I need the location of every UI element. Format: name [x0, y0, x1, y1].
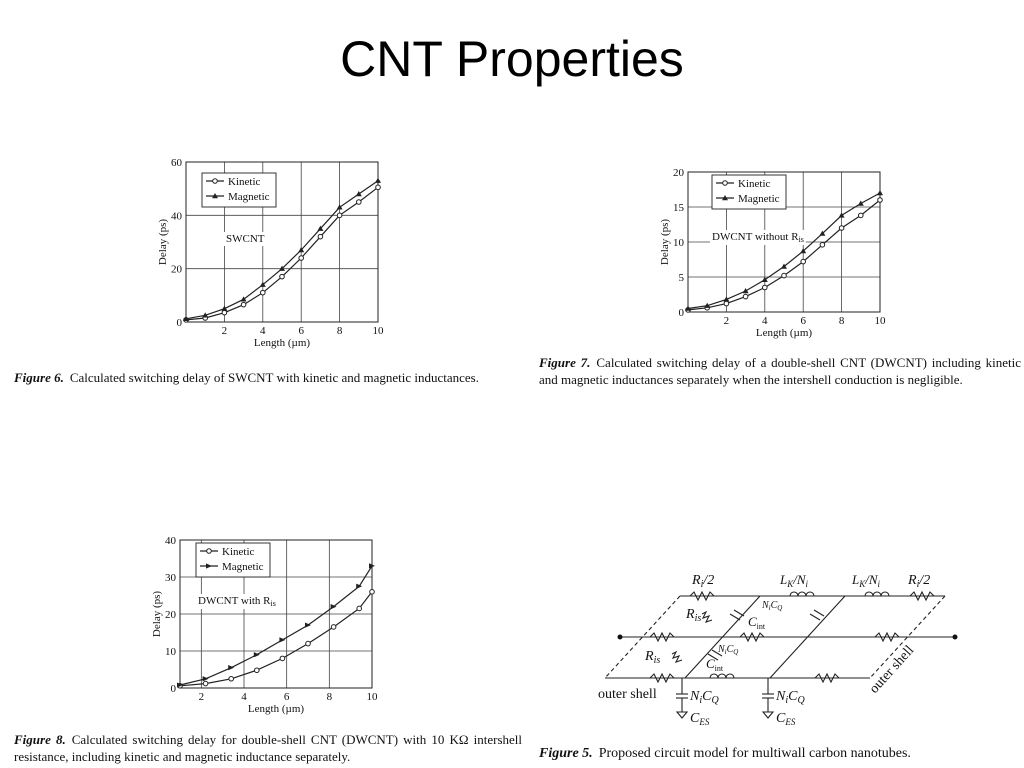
y-tick-label: 0	[170, 683, 176, 695]
capacitor-cq-plate-2	[814, 610, 824, 616]
figure-8-caption-text: Calculated switching delay for double-shell CNT (DWCNT) with 10 KΩ intershell resistance, including kinetic and magnetic inductance separately.	[14, 732, 523, 764]
capacitor-cint-plate-2	[734, 610, 744, 616]
data-point-kinetic	[261, 290, 266, 295]
data-point-kinetic	[724, 301, 729, 306]
figure-7-svg	[660, 160, 900, 346]
y-axis-label: Delay (ps)	[659, 218, 671, 266]
chart-annotation: DWCNT with Ris	[198, 595, 276, 608]
data-point-kinetic	[357, 200, 362, 205]
figure-8-caption	[14, 731, 522, 765]
x-tick-label: 4	[260, 325, 266, 337]
slide-title: CNT Properties	[340, 31, 684, 87]
data-point-kinetic	[255, 668, 260, 673]
data-point-kinetic	[241, 302, 246, 307]
data-point-kinetic	[229, 676, 234, 681]
legend-marker	[213, 179, 218, 184]
data-point-magnetic	[858, 201, 864, 206]
figure-5-caption-label: Figure 5.	[539, 746, 593, 761]
data-point-magnetic	[762, 277, 768, 282]
x-tick-label: 2	[221, 325, 228, 337]
figure-8-svg	[150, 530, 390, 720]
chart-annotation: DWCNT without Ris	[712, 231, 804, 244]
label-ri-half-right: $R_i/2$	[908, 573, 931, 590]
chart-legend	[196, 543, 270, 577]
figure-6-svg	[148, 152, 388, 358]
data-point-magnetic	[877, 190, 883, 195]
figure-7-caption-label: Figure 7.	[539, 355, 591, 370]
data-point-kinetic	[337, 213, 342, 218]
y-axis-label: Delay (ps)	[151, 590, 163, 638]
label-lk-left: $L_K/N_i$	[780, 572, 809, 589]
x-tick-label: 6	[298, 325, 304, 337]
data-point-kinetic	[222, 310, 227, 315]
label-ces-1: $C_{ES}$	[690, 711, 710, 727]
figure-7-chart	[660, 160, 900, 346]
inductor-lk-1	[790, 592, 814, 596]
data-point-magnetic	[228, 665, 234, 670]
figure-7-caption-text: Calculated switching delay of a double-shell CNT (DWCNT) including kinetic and magnetic inductances separately when the intershell conduction is negligible.	[539, 355, 1022, 387]
data-point-kinetic	[280, 274, 285, 279]
x-axis-label: Length (µm)	[755, 327, 813, 339]
figure-6-chart	[148, 152, 388, 358]
label-ri-half-left: $R_i/2$	[692, 573, 715, 590]
y-tick-label: 40	[165, 535, 176, 547]
data-point-kinetic	[820, 243, 825, 248]
data-point-magnetic	[839, 212, 845, 217]
y-tick-label: 0	[176, 317, 182, 329]
legend-label-magnetic: Magnetic	[222, 561, 264, 573]
label-outer-shell-left: outer shell	[598, 687, 657, 702]
y-tick-label: 20	[673, 167, 684, 179]
chart-annotation: SWCNT	[226, 233, 265, 245]
label-outer-shell-right: outer shell	[866, 643, 918, 697]
label-lk-right: $L_K/N_i$	[852, 572, 881, 589]
inductor-bottom	[710, 674, 734, 678]
data-point-magnetic	[337, 204, 343, 209]
label-ces-2: $C_{ES}$	[776, 711, 796, 727]
y-tick-label: 0	[678, 307, 684, 319]
circuit-diagram-svg	[590, 566, 970, 736]
legend-label-magnetic: Magnetic	[738, 193, 780, 205]
x-tick-label: 10	[874, 315, 886, 327]
resistor-ris-2	[672, 652, 682, 662]
y-tick-label: 10	[165, 646, 176, 658]
label-ris-upper: $R_{is}$	[686, 607, 702, 624]
x-tick-label: 2	[723, 315, 730, 327]
legend-label-kinetic: Kinetic	[222, 546, 255, 558]
chart-legend	[202, 173, 276, 207]
data-point-kinetic	[839, 226, 844, 231]
data-point-magnetic	[203, 676, 209, 681]
figure-7-caption	[539, 354, 1021, 388]
data-point-kinetic	[376, 185, 381, 190]
data-point-kinetic	[299, 256, 304, 261]
x-tick-label: 2	[198, 691, 205, 703]
data-point-kinetic	[878, 198, 883, 203]
x-tick-label: 6	[283, 691, 290, 703]
data-point-magnetic	[375, 178, 381, 183]
y-tick-label: 20	[165, 609, 176, 621]
y-tick-label: 20	[171, 263, 182, 276]
y-tick-label: 15	[673, 202, 684, 214]
data-point-magnetic	[356, 191, 362, 196]
legend-marker	[723, 181, 728, 186]
series-line-magnetic	[688, 193, 880, 309]
data-point-kinetic	[801, 259, 806, 264]
capacitor-cint-plate-1	[730, 614, 740, 620]
x-tick-label: 8	[838, 315, 845, 327]
data-point-kinetic	[280, 656, 285, 661]
ground-symbol-1	[677, 712, 687, 718]
data-point-kinetic	[782, 273, 787, 278]
data-point-magnetic	[356, 584, 362, 589]
label-ncq-upper: $N_iC_Q$	[762, 600, 783, 612]
label-cint-lower: $C_{int}$	[706, 656, 724, 673]
resistor-ris-1	[702, 612, 712, 622]
label-ncq-ground-2: $N_iC_Q$	[776, 689, 805, 706]
figure-5-caption-text: Proposed circuit model for multiwall carbon nanotubes.	[598, 746, 911, 761]
y-tick-label: 10	[673, 237, 684, 249]
fig7-plot	[659, 167, 886, 339]
x-tick-label: 8	[326, 691, 333, 703]
y-tick-label: 40	[171, 210, 182, 223]
data-point-kinetic	[306, 641, 311, 646]
x-tick-label: 8	[336, 325, 343, 337]
legend-marker	[207, 549, 212, 554]
data-point-kinetic	[357, 606, 362, 611]
x-tick-label: 10	[366, 691, 378, 703]
capacitor-cq-plate-1	[810, 614, 820, 620]
y-tick-label: 5	[678, 272, 684, 284]
figure-5-circuit	[590, 566, 970, 736]
figure-6-caption-text: Calculated switching delay of SWCNT with kinetic and magnetic inductances.	[69, 370, 479, 385]
terminal-left	[618, 635, 623, 640]
x-tick-label: 10	[372, 325, 384, 337]
figure-6-caption-label: Figure 6.	[14, 370, 64, 385]
data-point-kinetic	[331, 625, 336, 630]
data-point-kinetic	[203, 681, 208, 686]
y-tick-label: 30	[165, 572, 176, 584]
legend-label-kinetic: Kinetic	[228, 176, 261, 188]
data-point-kinetic	[763, 285, 768, 290]
chart-legend	[712, 175, 786, 209]
x-axis-label: Length (µm)	[253, 337, 311, 349]
legend-label-kinetic: Kinetic	[738, 178, 771, 190]
legend-label-magnetic: Magnetic	[228, 191, 270, 203]
x-axis-label: Length (µm)	[247, 703, 305, 715]
figure-6-caption	[14, 369, 522, 386]
y-axis-label: Delay (ps)	[157, 218, 169, 266]
inductor-lk-2	[865, 592, 889, 596]
series-line-magnetic	[180, 566, 372, 685]
terminal-right	[953, 635, 958, 640]
label-ncq-middle: $N_iC_Q$	[718, 644, 739, 656]
data-point-magnetic	[743, 288, 749, 293]
x-tick-label: 4	[241, 691, 247, 703]
x-tick-label: 4	[762, 315, 768, 327]
figure-5-caption	[539, 745, 1021, 762]
figure-8-chart	[150, 530, 390, 720]
figure-8-caption-label: Figure 8.	[14, 732, 66, 747]
series-line-kinetic	[688, 200, 880, 310]
data-point-kinetic	[370, 590, 375, 595]
y-tick-label: 60	[171, 157, 182, 169]
data-point-kinetic	[318, 234, 323, 239]
x-tick-label: 6	[800, 315, 806, 327]
ground-symbol-2	[763, 712, 773, 718]
data-point-kinetic	[859, 213, 864, 218]
data-point-kinetic	[743, 294, 748, 299]
label-ncq-ground-1: $N_iC_Q$	[690, 689, 719, 706]
label-ris-lower: $R_{is}$	[645, 649, 661, 666]
fig8-plot	[151, 535, 378, 715]
fig6-plot	[157, 157, 384, 349]
label-cint-upper: $C_{int}$	[748, 614, 766, 631]
